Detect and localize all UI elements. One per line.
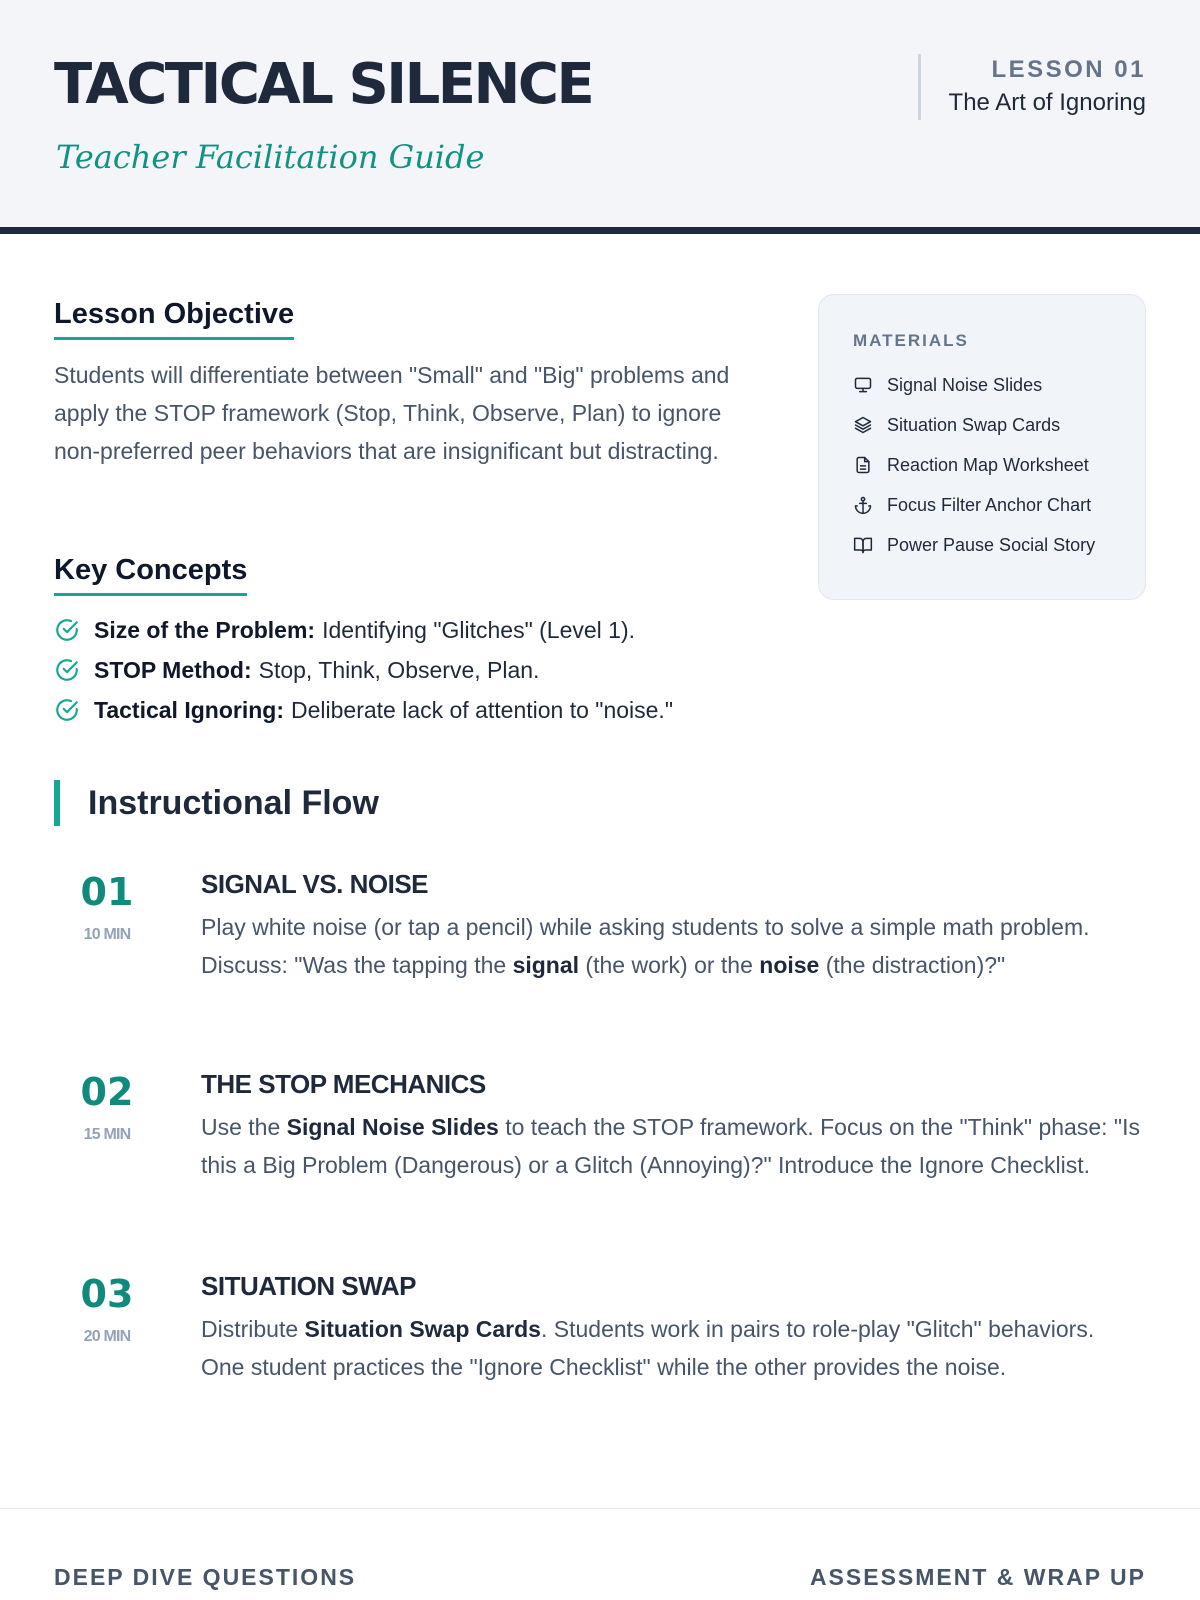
- step-duration: 10 MIN: [83, 926, 131, 943]
- flow-accent-bar: [54, 780, 60, 826]
- concept-term: Size of the Problem:: [94, 616, 316, 643]
- step-title: THE STOP MECHANICS: [201, 1069, 486, 1099]
- lesson-badge: [918, 54, 1146, 120]
- objective-text: Students will differentiate between "Small" and "Big" problems and apply the STOP framework (Stop, Think, Observe, Plan) to ignore non-preferred peer behaviors that are insignificant but distracting.: [54, 362, 730, 464]
- material-item: [853, 525, 1145, 565]
- concept-term: STOP Method:: [94, 656, 252, 683]
- emphasis-term: noise: [759, 952, 820, 978]
- deep-dive-heading: DEEP DIVE QUESTIONS: [54, 1564, 357, 1590]
- step-body: Distribute Situation Swap Cards. Students work in pairs to role-play "Glitch" behaviors. One student practices the "Ignore Checklist" while the other provides the noise.: [201, 1316, 1095, 1380]
- assessment-heading: ASSESSMENT & WRAP UP: [809, 1564, 1146, 1590]
- page-title: TACTICAL SILENCE: [54, 52, 593, 117]
- layers-icon: [853, 415, 873, 435]
- step-number: 03: [80, 1272, 134, 1316]
- step-body: Use the Signal Noise Slides to teach the STOP framework. Focus on the "Think" phase: "Is this a Big Problem (Dangerous) or a Glitch (Annoying)?" Introduce the Ignore Checklist.: [201, 1114, 1140, 1178]
- material-item: [853, 485, 1145, 525]
- materials-card: [818, 294, 1146, 600]
- concept-text: Identifying "Glitches" (Level 1).: [322, 616, 636, 643]
- anchor-icon: [853, 495, 873, 515]
- material-label: Signal Noise Slides: [887, 374, 1043, 395]
- material-item: [853, 365, 1145, 405]
- concept-text: Stop, Think, Observe, Plan.: [258, 656, 540, 683]
- check-circle-icon: [54, 657, 80, 683]
- concept-term: Tactical Ignoring:: [94, 696, 284, 723]
- step-title: SITUATION SWAP: [201, 1271, 416, 1301]
- material-label: Power Pause Social Story: [887, 534, 1096, 555]
- concept-text: Deliberate lack of attention to "noise.": [290, 696, 673, 723]
- concepts-heading: Key Concepts: [54, 554, 247, 596]
- emphasis-term: signal: [512, 952, 580, 978]
- step-duration: 15 MIN: [83, 1126, 131, 1143]
- concept-item: [54, 690, 673, 730]
- step-number: 01: [80, 870, 134, 914]
- step-duration: 20 MIN: [83, 1328, 131, 1345]
- header: [0, 0, 1200, 234]
- material-item: [853, 445, 1145, 485]
- monitor-icon: [853, 375, 873, 395]
- emphasis-term: Situation Swap Cards: [304, 1316, 541, 1342]
- section-divider: [0, 1508, 1200, 1509]
- step-title: SIGNAL VS. NOISE: [201, 869, 429, 899]
- concept-item: [54, 610, 673, 650]
- check-circle-icon: [54, 617, 80, 643]
- book-icon: [853, 535, 873, 555]
- page-subtitle: Teacher Facilitation Guide: [56, 138, 485, 176]
- lesson-name: The Art of Ignoring: [948, 89, 1146, 116]
- material-label: Focus Filter Anchor Chart: [887, 494, 1092, 515]
- step-number: 02: [80, 1070, 134, 1114]
- materials-title: MATERIALS: [853, 331, 969, 350]
- check-circle-icon: [54, 697, 80, 723]
- step-body: Play white noise (or tap a pencil) while asking students to solve a simple math problem. Discuss: "Was the tapping the signal (the work) or the noise (the distraction)?": [201, 914, 1090, 978]
- material-label: Situation Swap Cards: [887, 414, 1061, 435]
- objective-heading: Lesson Objective: [54, 298, 294, 340]
- lesson-number: LESSON 01: [991, 56, 1146, 83]
- material-label: Reaction Map Worksheet: [887, 454, 1089, 475]
- emphasis-term: Signal Noise Slides: [286, 1114, 499, 1140]
- material-item: [853, 405, 1145, 445]
- concepts-list: [54, 610, 673, 730]
- concept-item: [54, 650, 673, 690]
- document-icon: [853, 455, 873, 475]
- flow-heading: Instructional Flow: [88, 784, 379, 822]
